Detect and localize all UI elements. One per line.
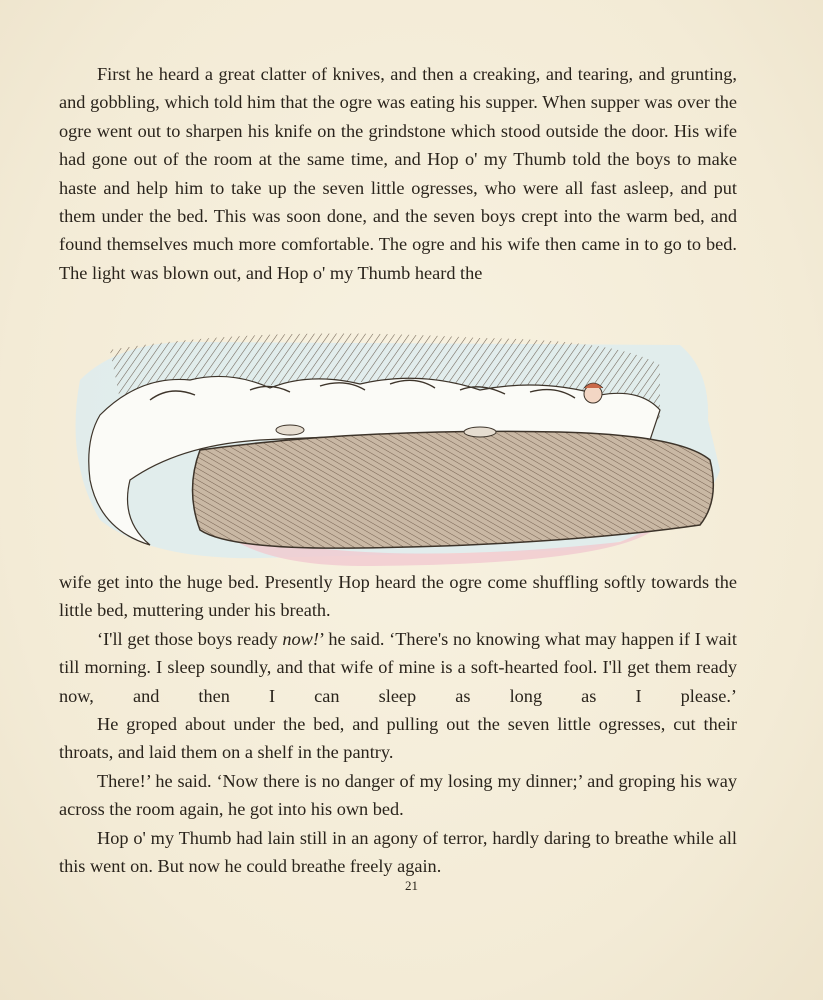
paragraph-text: ‘I'll get those boys ready	[97, 628, 283, 649]
paragraph: There!’ he said. ‘Now there is no danger of my losing my dinner;’ and groping his way across the room again, he got into his own bed.	[59, 770, 737, 820]
bedpost-knob	[276, 425, 304, 435]
paragraph-text: ’ he said. ‘There's no knowing what may happen if I wait till morning. I sleep soundly, and that wife of mine is a soft-hearted fool. I'll get them ready now, and then I can sleep as long as I please.’	[59, 628, 737, 706]
footboard-outline	[193, 431, 714, 548]
illustration-bed	[60, 320, 725, 568]
paragraph: wife get into the huge bed. Presently Hop heard the ogre come shuffling softly towards the little bed, muttering under his breath.	[59, 572, 737, 621]
page-number: 21	[405, 878, 418, 893]
text-block-bottom	[59, 568, 737, 880]
emphasis-text: now!	[282, 628, 319, 649]
bedpost-knob	[464, 427, 496, 437]
text-block-top	[59, 60, 737, 287]
paragraph: He groped about under the bed, and pulling out the seven little ogresses, cut their throats, and laid them on a shelf in the pantry.	[59, 714, 737, 763]
paragraph	[59, 625, 737, 710]
paragraph: Hop o' my Thumb had lain still in an agony of terror, hardly daring to breathe while all this went on. But now he could breathe freely again.	[59, 827, 737, 877]
paragraph: First he heard a great clatter of knives, and then a creaking, and tearing, and grunting, and gobbling, which told him that the ogre was eating his supper. When supper was over the ogre went out to sharpen his knife on the grindstone which stood outside the door. His wife had gone out of the room at the same time, and Hop o' my Thumb told the boys to make haste and help him to take up the seven little ogresses, who were all fast asleep, and put them under the bed. This was soon done, and the seven boys crept into the warm bed, and found themselves much more comfortable. The ogre and his wife then came in to go to bed. The light was blown out, and Hop o' my Thumb heard the	[59, 64, 737, 283]
